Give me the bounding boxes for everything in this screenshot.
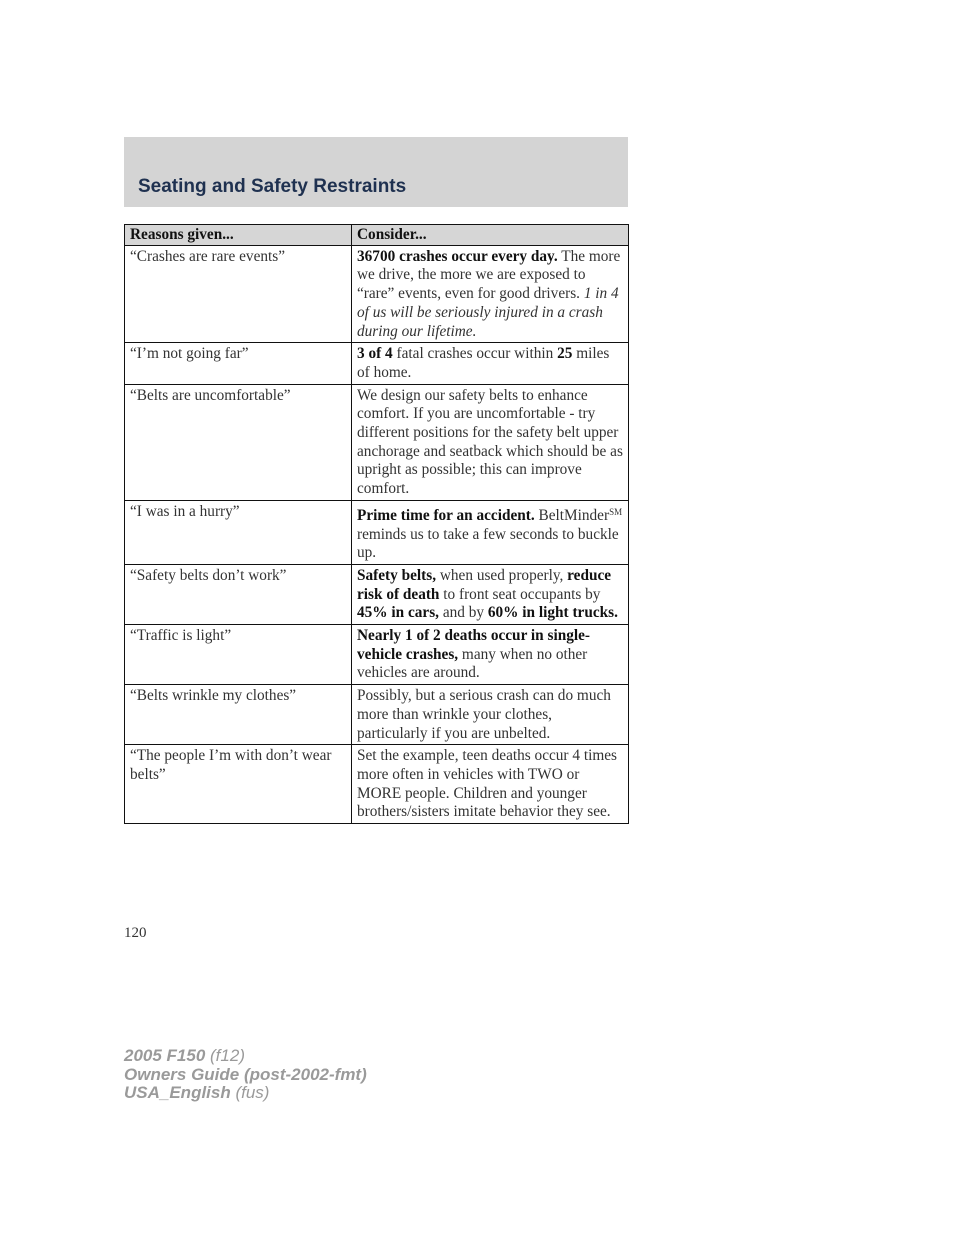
consider-text-segment: 25 <box>557 345 573 363</box>
consider-text-segment: Possibly, but a serious crash can do much more than wrinkle your clothes, particularly if you are unbelted. <box>357 687 611 742</box>
consider-cell <box>352 625 629 685</box>
reason-cell: “I’m not going far” <box>125 343 352 384</box>
table-row <box>125 245 629 343</box>
page-number: 120 <box>124 925 147 941</box>
footer-model: 2005 F150 <box>124 1046 206 1065</box>
document-footer <box>124 1047 367 1103</box>
table-row <box>125 500 629 564</box>
consider-text-segment: 60% in light trucks. <box>487 604 618 622</box>
consider-text-segment: 3 of 4 <box>357 345 393 363</box>
consider-text-segment: to front seat occupants by <box>439 585 601 603</box>
consider-text-segment: Set the example, teen deaths occur 4 times more often in vehicles with TWO or MORE people. Children and younger brothers/sisters imitate behavior they see. <box>357 747 617 821</box>
consider-text-segment: and by <box>439 604 488 622</box>
section-header <box>124 137 628 207</box>
consider-text-segment: 36700 crashes occur every day. <box>357 247 558 265</box>
table-row <box>125 343 629 384</box>
consider-text-segment: The more we drive, the more we are exposed to “rare” events, even for good drivers. <box>357 247 621 303</box>
section-title: Seating and Safety Restraints <box>138 176 407 197</box>
reason-cell: “Belts are uncomfortable” <box>125 384 352 500</box>
footer-line-guide <box>124 1066 367 1085</box>
column-header-consider: Consider... <box>352 225 629 246</box>
consider-cell <box>352 564 629 624</box>
consider-text-segment: Safety belts, <box>357 566 437 584</box>
reason-cell: “Traffic is light” <box>125 625 352 685</box>
consider-text-segment: reminds us to take a few seconds to buckle up. <box>357 525 619 562</box>
consider-text-segment: 45% in cars, <box>357 604 440 622</box>
reasons-table <box>124 224 629 824</box>
consider-text-segment: Prime time for an accident. <box>357 506 535 524</box>
consider-cell <box>352 245 629 343</box>
footer-language: USA_English <box>124 1083 231 1102</box>
reason-cell: “The people I’m with don’t wear belts” <box>125 745 352 824</box>
table-row <box>125 384 629 500</box>
table-row <box>125 685 629 745</box>
table-row <box>125 564 629 624</box>
consider-cell <box>352 343 629 384</box>
footer-language-code: (fus) <box>230 1083 270 1102</box>
table-row <box>125 745 629 824</box>
reason-cell: “Safety belts don’t work” <box>125 564 352 624</box>
consider-cell <box>352 685 629 745</box>
consider-text-segment: fatal crashes occur within <box>392 345 558 363</box>
table-row <box>125 625 629 685</box>
reason-cell: “Crashes are rare events” <box>125 245 352 343</box>
consider-text-segment: We design our safety belts to enhance comfort. If you are uncomfortable - try different positions for the safety belt upper anchorage and seatback which should be as upright as possible; this can improve comfort. <box>357 386 623 498</box>
consider-text-segment: many when no other vehicles are around. <box>357 645 588 682</box>
consider-text-segment: miles of home. <box>357 345 610 381</box>
consider-cell <box>352 745 629 824</box>
reason-cell: “I was in a hurry” <box>125 500 352 564</box>
consider-cell <box>352 384 629 500</box>
footer-line-language <box>124 1084 367 1103</box>
table-header-row <box>125 225 629 246</box>
footer-model-code: (f12) <box>205 1046 245 1065</box>
consider-cell <box>352 500 629 564</box>
column-header-reasons: Reasons given... <box>125 225 352 246</box>
consider-text-segment: BeltMinder <box>534 506 610 524</box>
footer-guide: Owners Guide (post-2002-fmt) <box>124 1064 367 1084</box>
consider-text-segment: Nearly 1 of 2 deaths occur in single-vehicle crashes, <box>357 627 590 663</box>
consider-text-segment: 1 in 4 of us will be seriously injured in a crash during our lifetime. <box>357 285 619 340</box>
consider-text-segment: reduce risk of death <box>357 566 612 603</box>
consider-text-segment: SM <box>609 506 623 517</box>
consider-text-segment: when used properly, <box>436 566 568 584</box>
reason-cell: “Belts wrinkle my clothes” <box>125 685 352 745</box>
footer-line-model <box>124 1047 367 1066</box>
